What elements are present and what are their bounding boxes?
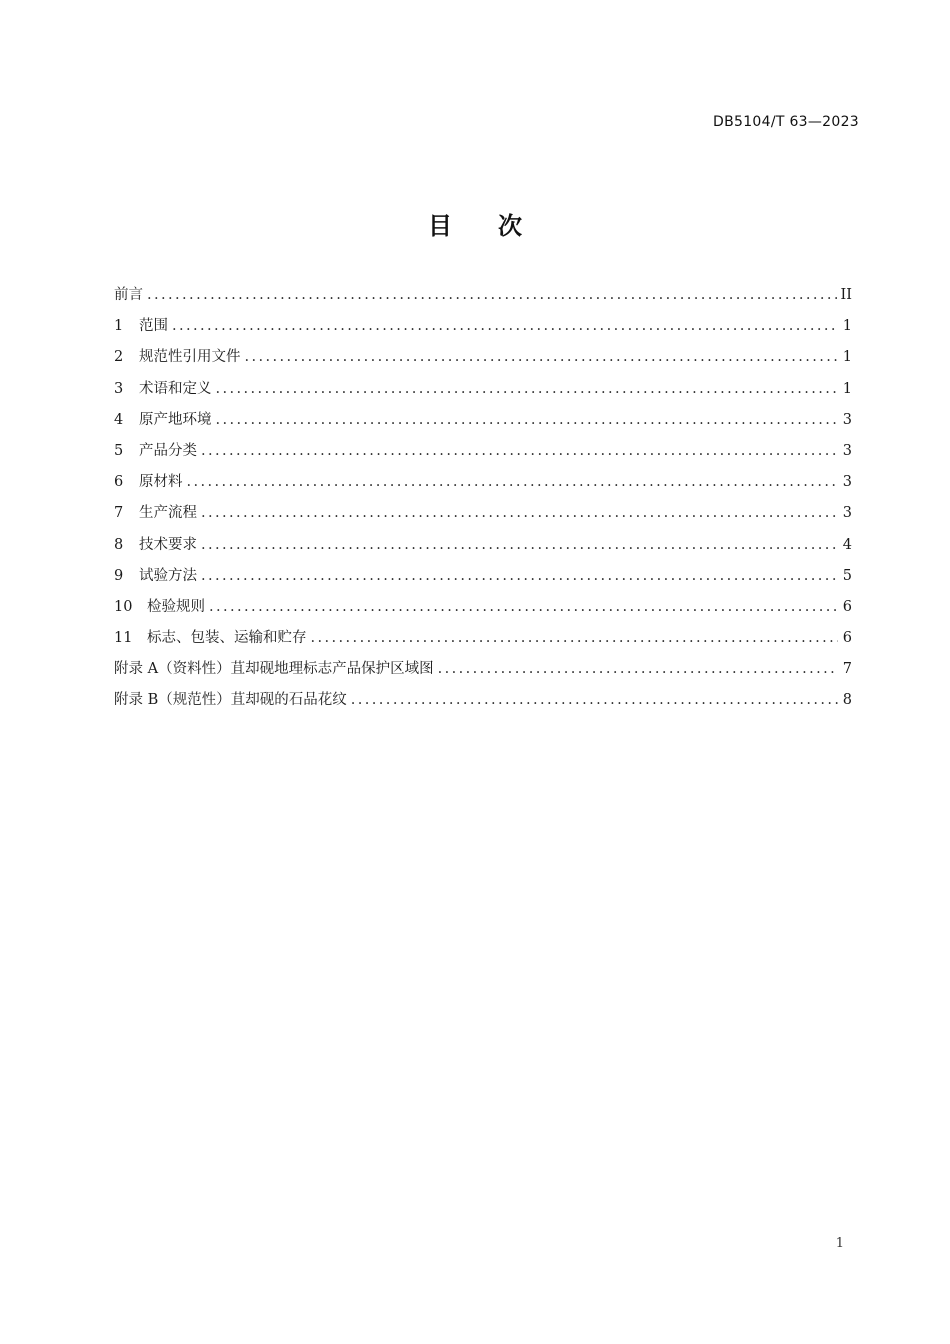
toc-title-char-2: 次 [498, 212, 522, 240]
toc-entry-label: 原材料 [139, 474, 183, 491]
toc-entry-10[interactable] [114, 595, 852, 626]
toc-leader-dots [187, 474, 839, 490]
toc-leader-dots [438, 661, 838, 677]
toc-entry-label: 试验方法 [139, 567, 197, 584]
toc-entry-number: 9 [114, 567, 124, 584]
toc-title [0, 206, 950, 241]
toc-entry-page: 1 [842, 318, 852, 335]
toc-entry-page: 4 [842, 536, 852, 553]
toc-entry-number: 3 [114, 380, 124, 397]
toc-entry-page: 3 [842, 505, 852, 522]
toc-leader-dots [245, 349, 839, 365]
toc-entry-label: 术语和定义 [139, 380, 212, 397]
toc-entry-3[interactable] [114, 377, 852, 408]
toc-entry-11[interactable] [114, 626, 852, 657]
toc-entry-label: 技术要求 [139, 536, 197, 553]
toc-entry-page: 1 [842, 349, 852, 366]
toc-entry-foreword[interactable] [114, 283, 852, 314]
toc-entry-appendix-b[interactable] [114, 688, 852, 719]
toc-entry-page: 3 [842, 411, 852, 428]
toc-entry-8[interactable] [114, 533, 852, 564]
toc-entry-7[interactable] [114, 501, 852, 532]
toc-entry-label: 规范性引用文件 [139, 349, 241, 366]
page-number: 1 [835, 1236, 844, 1251]
toc-entry-page: II [840, 287, 852, 303]
toc-entry-number: 8 [114, 536, 124, 553]
toc-leader-dots [351, 692, 838, 708]
toc-entry-number: 1 [114, 318, 124, 335]
toc-entry-label: 附录 A（资料性）苴却砚地理标志产品保护区域图 [114, 661, 434, 678]
toc-entry-label: 前言 [114, 287, 143, 303]
toc-leader-dots [201, 505, 838, 521]
toc-entry-label: 检验规则 [147, 598, 205, 615]
toc-entry-label: 原产地环境 [139, 411, 212, 428]
toc-entry-label: 产品分类 [139, 442, 197, 459]
toc-entry-label: 附录 B（规范性）苴却砚的石品花纹 [114, 692, 347, 709]
toc-leader-dots [201, 443, 838, 459]
toc-entry-number: 4 [114, 411, 124, 428]
toc-leader-dots [311, 630, 839, 646]
toc-entry-2[interactable] [114, 345, 852, 376]
toc-entry-page: 6 [842, 630, 852, 647]
toc-entry-1[interactable] [114, 314, 852, 345]
toc-leader-dots [201, 537, 838, 553]
toc-entry-6[interactable] [114, 470, 852, 501]
document-code: DB5104/T 63—2023 [713, 114, 859, 130]
toc-entry-appendix-a[interactable] [114, 657, 852, 688]
toc-entry-number: 7 [114, 505, 124, 522]
toc-entry-number: 2 [114, 349, 124, 366]
toc-list [114, 283, 852, 720]
toc-leader-dots [201, 568, 838, 584]
toc-entry-number: 6 [114, 474, 124, 491]
toc-leader-dots [216, 412, 839, 428]
toc-entry-page: 8 [842, 692, 852, 709]
toc-entry-page: 3 [842, 442, 852, 459]
toc-leader-dots [147, 287, 837, 303]
toc-entry-page: 6 [842, 598, 852, 615]
toc-leader-dots [216, 381, 839, 397]
toc-entry-number: 5 [114, 442, 124, 459]
toc-entry-number: 11 [114, 630, 133, 647]
toc-title-char-1: 目 [428, 212, 452, 240]
toc-entry-number: 10 [114, 598, 133, 615]
toc-entry-page: 1 [842, 380, 852, 397]
toc-entry-label: 生产流程 [139, 505, 197, 522]
toc-leader-dots [209, 599, 838, 615]
toc-entry-label: 标志、包装、运输和贮存 [147, 630, 307, 647]
toc-leader-dots [172, 318, 838, 334]
toc-entry-5[interactable] [114, 439, 852, 470]
toc-entry-4[interactable] [114, 408, 852, 439]
toc-entry-label: 范围 [139, 318, 168, 335]
toc-entry-9[interactable] [114, 564, 852, 595]
toc-entry-page: 3 [842, 474, 852, 491]
toc-entry-page: 7 [842, 661, 852, 678]
toc-entry-page: 5 [842, 567, 852, 584]
